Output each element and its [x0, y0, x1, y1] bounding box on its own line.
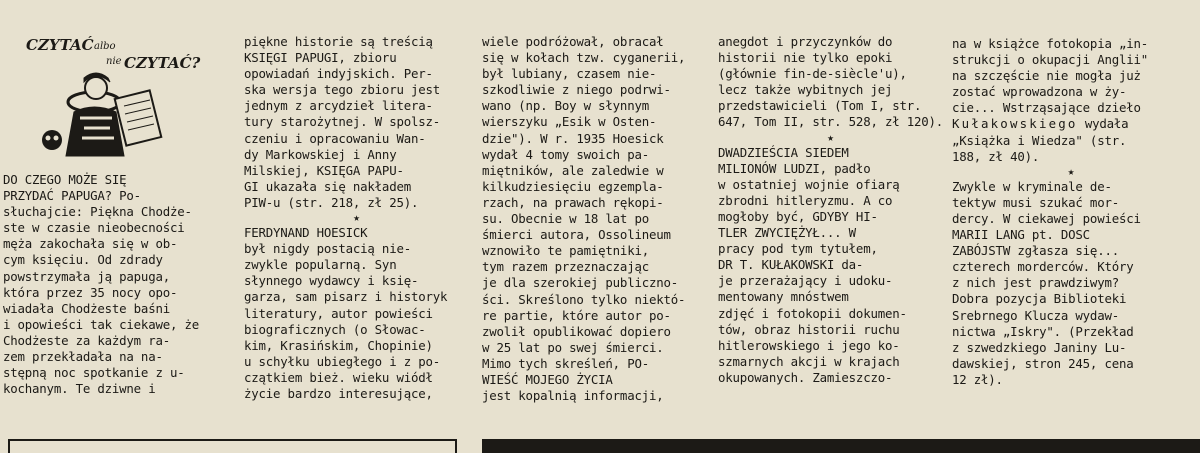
- text-line: jest kopalnią informacji,: [482, 388, 664, 404]
- text-line: zbrodni hitleryzmu. A co: [718, 192, 893, 208]
- text-line: opowiadań indyjskich. Per-: [244, 66, 433, 82]
- text-line: czeniu i opracowaniu Wan-: [244, 130, 426, 146]
- logo-text-not: nie: [106, 56, 122, 67]
- text-line: przedstawicieli (Tom I, str.: [718, 98, 922, 114]
- text-line: śmierci autora, Ossolineum: [482, 227, 671, 243]
- text-line: szkodliwie z niego podrwi-: [482, 82, 671, 98]
- column-5: [952, 36, 1190, 388]
- text-line: ska wersja tego zbioru jest: [244, 82, 441, 98]
- text-line: kilkudziesięciu egzempla-: [482, 178, 664, 194]
- text-line: historii nie tylko epoki: [718, 50, 893, 66]
- text-line: WIEŚĆ MOJEGO ŻYCIA: [482, 371, 613, 387]
- text-line: „Książka i Wiedza" (str.: [952, 132, 1127, 148]
- text-line: cie... Wstrząsające dzieło: [952, 100, 1141, 116]
- text-line: FERDYNAND HOESICK: [244, 225, 368, 241]
- text-line: w 25 lat po swej śmierci.: [482, 339, 664, 355]
- text-line: dercy. W ciekawej powieści: [952, 210, 1141, 226]
- text-line: czątkiem bież. wieku wiódł: [244, 369, 433, 385]
- text-line: su. Obecnie w 18 lat po: [482, 211, 649, 227]
- text-line: szmarnych akcji w krajach: [718, 353, 900, 369]
- text-line: nictwa „Iskry". (Przekład: [952, 323, 1134, 339]
- column-3: [482, 34, 712, 404]
- text-line: lecz także wybitnych jej: [718, 82, 893, 98]
- text-line: tym razem przeznaczając: [482, 259, 649, 275]
- text-line: czterech morderców. Który: [952, 259, 1134, 275]
- text-line: pracy pod tym tytułem,: [718, 241, 878, 257]
- text-line: GI ukazała się nakładem: [244, 178, 411, 194]
- text-line: Milskiej, KSIĘGA PAPU-: [244, 162, 404, 178]
- text-line: tury starożytnej. W spolsz-: [244, 114, 441, 130]
- text-line: u schyłku ubiegłego i z po-: [244, 353, 441, 369]
- text-line: zdjęć i fotokopii dokumen-: [718, 305, 907, 321]
- text-line: był lubiany, czasem nie-: [482, 66, 657, 82]
- text-line: garza, sam pisarz i historyk: [244, 289, 448, 305]
- skull-icon: [42, 130, 62, 150]
- text-line: MILIONÓW LUDZI, padło: [718, 160, 871, 176]
- text-line: Chodżeste za każdym ra-: [3, 332, 170, 348]
- text-line: stępną noc spotkanie z u-: [3, 365, 185, 381]
- text-line: ste w czasie nieobecności: [3, 220, 185, 236]
- text-line: re partie, które autor po-: [482, 307, 671, 323]
- text-line: ZABÓJSTW zgłasza się...: [952, 243, 1119, 259]
- text-line: wiele podróżował, obracał: [482, 34, 664, 49]
- text-line: mentowany mnóstwem: [718, 289, 849, 305]
- text-line: wznowiło te pamiętniki,: [482, 243, 649, 259]
- text-line: z szwedzkiego Janiny Lu-: [952, 339, 1127, 355]
- text-line: Zwykle w kryminale de-: [952, 178, 1112, 194]
- text-line: PIW-u (str. 218, zł 25).: [244, 194, 419, 210]
- text-line: Srebrnego Klucza wydaw-: [952, 307, 1119, 323]
- text-line: zostać wprowadzona w ży-: [952, 84, 1127, 100]
- text-line: kim, Krasińskim, Chopinie): [244, 337, 433, 353]
- text-line: dzie"). W r. 1935 Hoesick: [482, 130, 664, 146]
- text-line: życie bardzo interesujące,: [244, 385, 433, 401]
- text-line: okupowanych. Zamieszczo-: [718, 369, 893, 385]
- reader-illustration: [24, 32, 204, 162]
- text-line: hitlerowskiego i jego ko-: [718, 337, 900, 353]
- text-fragment: wydała: [1077, 116, 1129, 132]
- text-line: 188, zł 40).: [952, 148, 1040, 164]
- text-line: i opowieści tak ciekawe, że: [3, 316, 200, 332]
- text-line: MARII LANG pt. DOSC: [952, 227, 1090, 243]
- column-2: [244, 34, 469, 402]
- text-line: na szczęście nie mogła już: [952, 68, 1141, 84]
- text-line: jednym z arcydzieł litera-: [244, 98, 433, 114]
- text-line: mogłoby być, GDYBY HI-: [718, 208, 878, 224]
- text-line: miętników, ale zaledwie w: [482, 162, 664, 178]
- text-line: rzach, na prawach rękopi-: [482, 194, 664, 210]
- text-line: tów, obraz historii ruchu: [718, 321, 900, 337]
- text-line: anegdot i przyczynków do: [718, 34, 893, 49]
- text-line: zwolił opublikować dopiero: [482, 323, 671, 339]
- text-line: je dla szerokiej publiczno-: [482, 275, 679, 291]
- spaced-author-name: Kułakowskiego: [952, 116, 1078, 132]
- text-line: je przerażający i udoku-: [718, 273, 893, 289]
- text-line: ści. Skreślono tylko niektó-: [482, 291, 686, 307]
- text-line: wierszyku „Esik w Osten-: [482, 114, 657, 130]
- text-line: strukcji o okupacji Anglii": [952, 52, 1149, 68]
- text-line: DR T. KUŁAKOWSKI da-: [718, 257, 864, 273]
- logo-text-or: albo: [94, 41, 116, 52]
- text-line: w ostatniej wojnie ofiarą: [718, 176, 900, 192]
- text-line: był nigdy postacią nie-: [244, 241, 411, 257]
- star-separator: ★: [1067, 164, 1075, 178]
- text-line: 647, Tom II, str. 528, zł 120).: [718, 114, 944, 130]
- text-line: TLER ZWYCIĘŻYŁ... W: [718, 225, 856, 241]
- text-line: wydał 4 tomy swoich pa-: [482, 146, 649, 162]
- star-separator: ★: [353, 211, 360, 225]
- text-line: biograficznych (o Słowac-: [244, 321, 426, 337]
- text-line: słuchajcie: Piękna Chodże-: [3, 204, 192, 220]
- text-line: KSIĘGI PAPUGI, zbioru: [244, 50, 397, 66]
- text-line: się w kołach tzw. cyganerii,: [482, 50, 686, 66]
- text-line: Dobra pozycja Biblioteki: [952, 291, 1127, 307]
- text-line: 12 zł).: [952, 371, 1003, 387]
- text-line: dawskiej, stron 245, cena: [952, 355, 1134, 371]
- text-line: literatury, autor powieści: [244, 305, 433, 321]
- logo-text-read-question: CZYTAĆ?: [124, 54, 201, 72]
- text-line: powstrzymała ją papuga,: [3, 268, 170, 284]
- text-line: zem przekładała na na-: [3, 349, 163, 365]
- text-line: DO CZEGO MOŻE SIĘ: [3, 172, 127, 187]
- column-4: [718, 34, 943, 386]
- text-line: PRZYDAĆ PAPUGA? Po-: [3, 188, 141, 204]
- text-line: z nich jest prawdziwym?: [952, 275, 1119, 291]
- text-line: cym księciu. Od zdrady: [3, 252, 163, 268]
- text-line: zwykle popularną. Syn: [244, 257, 397, 273]
- text-line: Mimo tych skreśleń, PO-: [482, 355, 649, 371]
- text-line: tektyw musi szukać mor-: [952, 194, 1119, 210]
- text-line: słynnego wydawcy i księ-: [244, 273, 419, 289]
- logo-text-read: CZYTAĆ: [26, 36, 94, 54]
- text-line: DWADZIEŚCIA SIEDEM: [718, 144, 849, 160]
- star-separator: ★: [827, 130, 834, 144]
- text-line: piękne historie są treścią: [244, 34, 433, 49]
- text-line: wiadała Chodżeste baśni: [3, 300, 170, 316]
- text-line: (głównie fin-de-siècle'u),: [718, 66, 907, 82]
- shakespeare-figure-icon: [66, 73, 161, 156]
- text-line: wano (np. Boy w słynnym: [482, 98, 649, 114]
- text-line: [952, 116, 1190, 132]
- text-line: która przez 35 nocy opo-: [3, 284, 178, 300]
- text-line: dy Markowskiej i Anny: [244, 146, 397, 162]
- text-line: kochanym. Te dziwne i: [3, 381, 156, 397]
- text-line: męża zakochała się w ob-: [3, 236, 178, 252]
- text-line: na w książce fotokopia „in-: [952, 36, 1149, 51]
- column-1: [3, 172, 233, 397]
